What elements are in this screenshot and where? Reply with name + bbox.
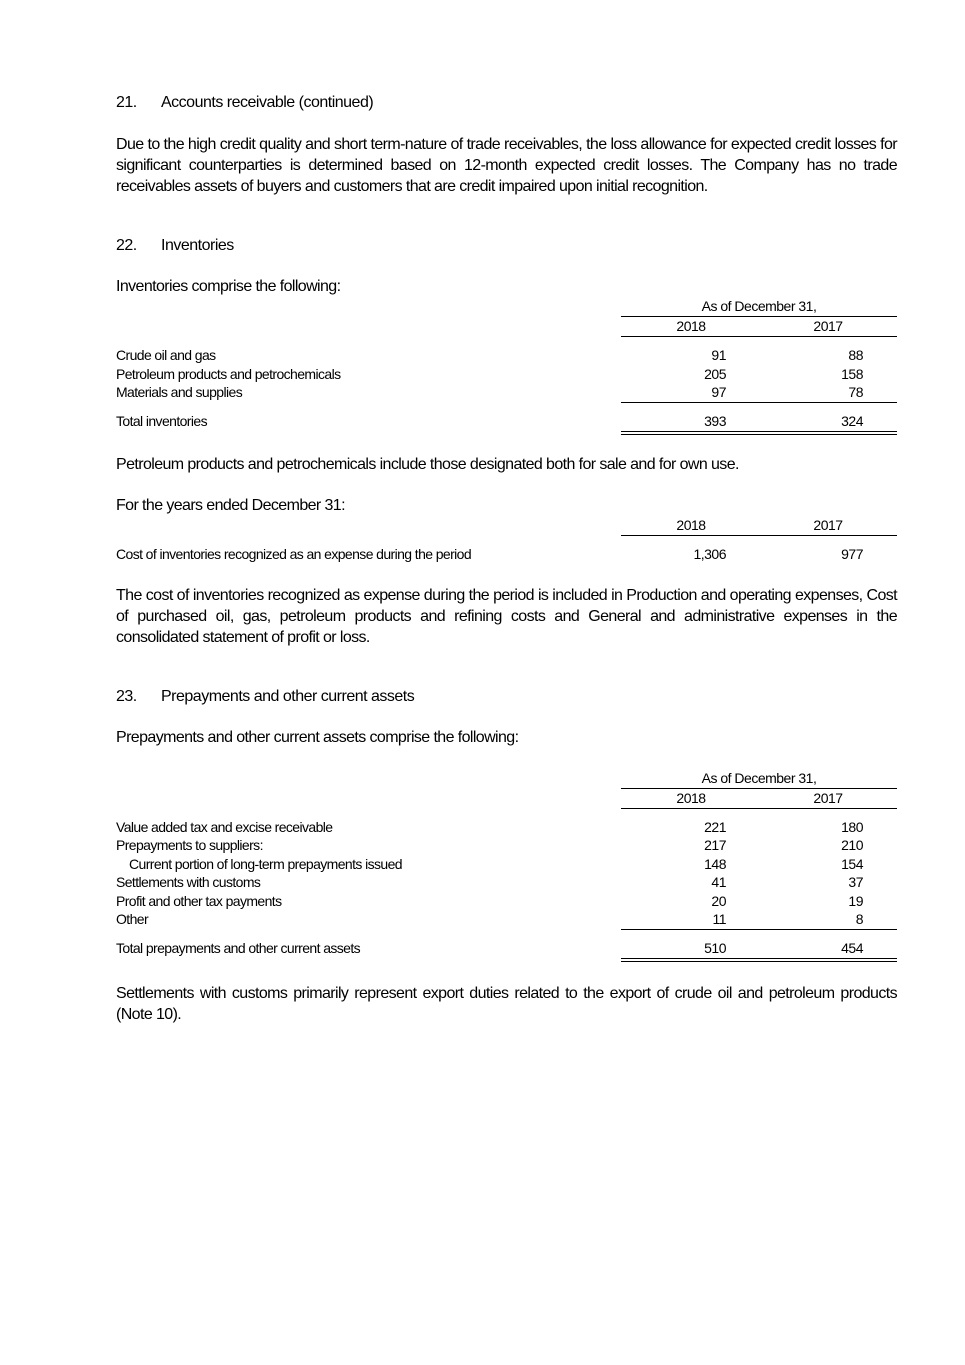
receivables-paragraph: Due to the high credit quality and short term-nature of trade receivables, the loss allowance for expected credit losses for significant counterparties is determined based on 12-month expected credit losses. The Company has no trade receivables assets of buyers and customers that are credit impaired upon initial recognition. (116, 136, 897, 195)
col-2017: 2017 (813, 517, 843, 533)
rule (621, 929, 897, 930)
table-header-as-of: As of December 31, (701, 298, 817, 314)
value-2018: 41 (711, 874, 726, 890)
row-label: Materials and supplies (116, 384, 243, 400)
value-2018: 221 (704, 819, 726, 835)
section-title: Accounts receivable (continued) (161, 94, 374, 111)
col-2017: 2017 (813, 790, 843, 806)
total-label: Total inventories (116, 413, 207, 429)
value-2018: 11 (712, 911, 726, 927)
cost-of-inventories-paragraph: The cost of inventories recognized as expense during the period is included in Production and operating expenses, Cost of purchased oil, gas, petroleum products and refining costs and General and administrative expenses in the consolidated statement of profit or loss. (116, 587, 897, 646)
rule (621, 316, 897, 317)
value-2017: 88 (848, 347, 863, 363)
section-number: 23. (116, 688, 137, 705)
row-label: Settlements with customs (116, 874, 261, 890)
row-label: Cost of inventories recognized as an expense during the period (116, 546, 472, 562)
row-label: Other (116, 911, 149, 927)
rule (621, 336, 897, 337)
section-21-heading (116, 94, 373, 112)
section-title: Prepayments and other current assets (161, 688, 415, 705)
inventories-note: Petroleum products and petrochemicals include those designated both for sale and for own use. (116, 456, 739, 473)
row-label: Prepayments to suppliers: (116, 837, 263, 853)
section-number: 21. (116, 94, 137, 111)
double-rule (621, 958, 897, 962)
value-2018: 91 (711, 347, 726, 363)
section-22-heading (116, 237, 234, 255)
prepayments-intro: Prepayments and other current assets comprise the following: (116, 729, 519, 746)
col-2018: 2018 (676, 517, 706, 533)
row-label: Profit and other tax payments (116, 893, 282, 909)
rule (621, 808, 897, 809)
table-header-as-of: As of December 31, (701, 770, 817, 786)
inventories-intro: Inventories comprise the following: (116, 278, 341, 295)
total-2017: 324 (841, 413, 863, 429)
section-23-heading (116, 688, 414, 706)
col-2017: 2017 (813, 318, 843, 334)
value-2017: 37 (848, 874, 863, 890)
value-2018: 217 (704, 837, 726, 853)
rule (621, 535, 897, 536)
row-label: Current portion of long-term prepayments issued (129, 856, 402, 872)
section-number: 22. (116, 237, 137, 254)
double-rule (621, 431, 897, 435)
value-2017: 158 (841, 366, 863, 382)
total-2017: 454 (841, 940, 863, 956)
years-intro: For the years ended December 31: (116, 497, 345, 514)
total-label: Total prepayments and other current assets (116, 940, 361, 956)
row-label: Crude oil and gas (116, 347, 216, 363)
settlements-paragraph: Settlements with customs primarily represent export duties related to the export of crude oil and petroleum products (Note 10). (116, 985, 897, 1023)
rule (621, 402, 897, 403)
section-title: Inventories (161, 237, 234, 254)
value-2018: 148 (704, 856, 726, 872)
row-label: Petroleum products and petrochemicals (116, 366, 341, 382)
value-2017: 180 (841, 819, 863, 835)
value-2017: 8 (855, 911, 863, 927)
value-2018: 20 (711, 893, 726, 909)
value-2018: 1,306 (693, 546, 726, 562)
col-2018: 2018 (676, 790, 706, 806)
total-2018: 510 (704, 940, 726, 956)
value-2018: 205 (704, 366, 726, 382)
value-2017: 19 (848, 893, 863, 909)
row-label: Value added tax and excise receivable (116, 819, 333, 835)
value-2018: 97 (711, 384, 726, 400)
value-2017: 977 (841, 546, 863, 562)
value-2017: 78 (848, 384, 863, 400)
col-2018: 2018 (676, 318, 706, 334)
value-2017: 154 (841, 856, 863, 872)
total-2018: 393 (704, 413, 726, 429)
value-2017: 210 (841, 837, 863, 853)
rule (621, 788, 897, 789)
